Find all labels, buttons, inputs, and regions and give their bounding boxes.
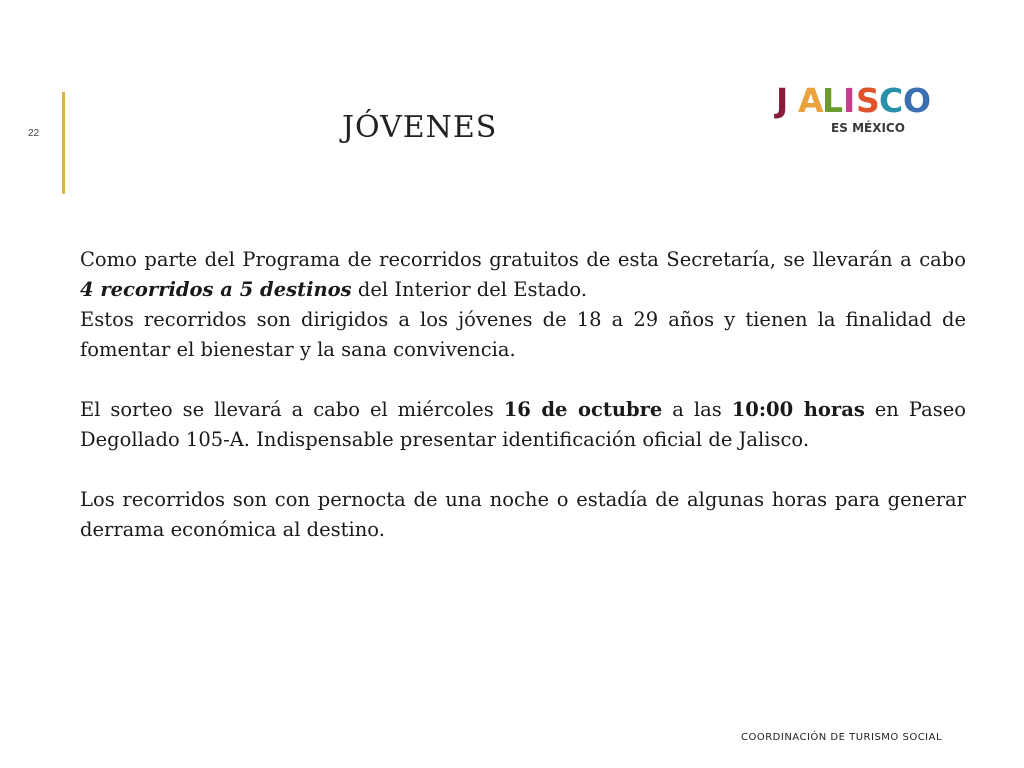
logo-letter-i: I [843,81,856,120]
paragraph-3-text-a: El sorteo se llevará a cabo el miércoles [80,398,504,421]
paragraph-1 [80,245,966,305]
slide-body [80,245,966,545]
draw-date: 16 de octubre [503,398,663,421]
page-title: JÓVENES [342,110,498,145]
paragraph-3 [80,395,966,455]
accent-bar [62,92,65,194]
paragraph-2: Estos recorridos son dirigidos a los jóvenes de 18 a 29 años y tienen la finalidad de fomentar el bienestar y la sana convivencia. [80,308,966,361]
paragraph-3-text-c: en Paseo Degollado 105-A. Indispensable presentar identificación oficial de Jalisco. [80,398,966,451]
logo-letter-o: O [903,81,932,120]
logo-letter-j: J [776,81,789,120]
jalisco-logo [768,72,944,144]
tours-count: 4 recorridos a 5 destinos [80,278,352,301]
footer-text: COORDINACIÓN DE TURISMO SOCIAL [741,732,943,743]
logo-subtitle: ES MÉXICO [831,121,905,135]
logo-letter-s: S [856,81,880,120]
logo-letter-l: L [822,81,844,120]
draw-time: 10:00 horas [731,398,865,421]
paragraph-4: Los recorridos son con pernocta de una noche o estadía de algunas horas para generar derrama económica al destino. [80,488,966,541]
slide-number: 22 [28,128,40,139]
paragraph-1-text-a: Como parte del Programa de recorridos gratuitos de esta Secretaría, se llevarán a cabo [80,248,966,271]
paragraph-1-text-b: del Interior del Estado. [351,278,588,301]
logo-letter-a: A [798,81,824,120]
paragraph-3-text-b: a las [662,398,732,421]
logo-letter-c: C [879,81,904,120]
